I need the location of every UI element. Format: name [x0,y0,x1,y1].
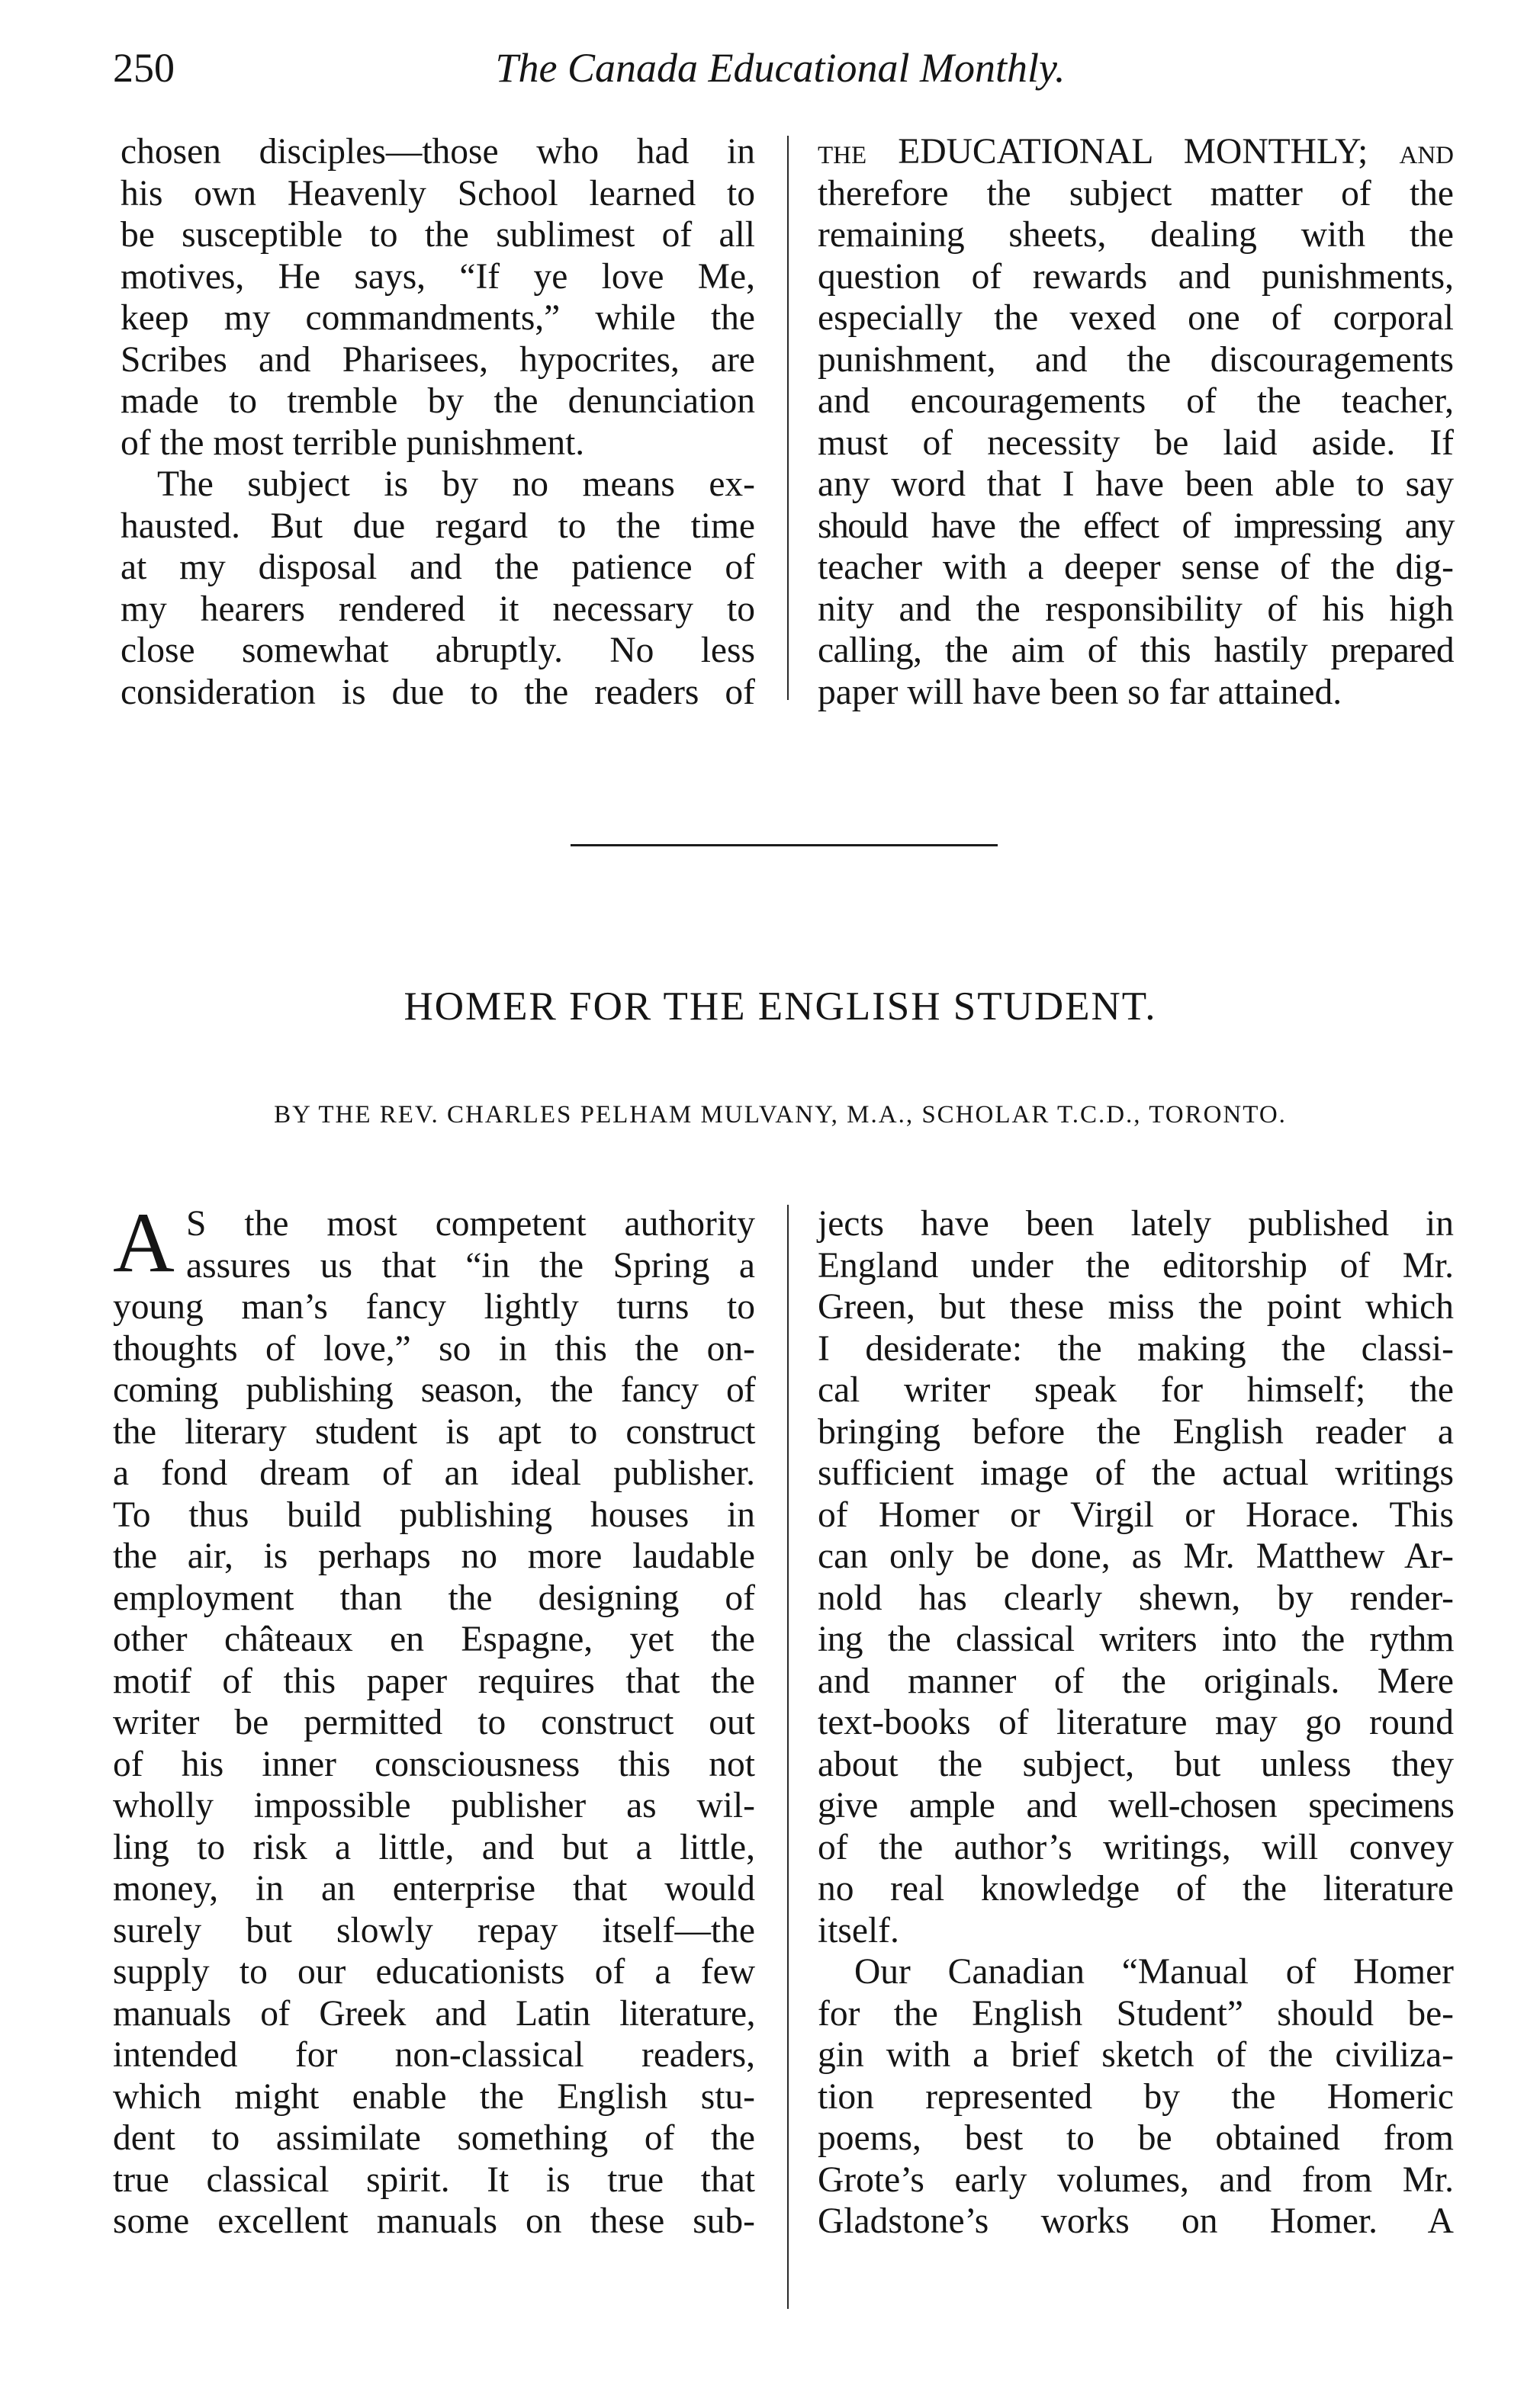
article-right-column [818,1203,1454,2243]
text-line: employment than the designing of [113,1578,755,1618]
paragraph [818,1951,1454,2243]
previous-article-left-column [121,131,755,713]
text-line: England under the editorship of Mr. [818,1245,1454,1286]
text-line: surely but slowly repay itself—the [113,1910,755,1950]
column-divider [787,1205,789,2309]
drop-cap: A [113,1196,175,1290]
text-line: ling to risk a little, and but a little, [113,1827,755,1867]
text-line: therefore the subject matter of the [818,173,1454,214]
text-line: consideration is due to the readers of [121,672,755,712]
text-line: be susceptible to the sublimest of all [121,215,755,255]
text-line: poems, best to be obtained from [818,2118,1454,2158]
text-line: and manner of the originals. Mere [818,1661,1454,1701]
text-line: keep my commandments,” while the [121,298,755,338]
text-line: motives, He says, “If ye love Me, [121,256,755,297]
text-line: calling, the aim of this hastily prepared [818,631,1454,670]
text-line: manuals of Greek and Latin literature, [113,1993,755,2034]
text-line: about the subject, but unless they [818,1744,1454,1784]
text-line: a fond dream of an ideal publisher. [113,1453,755,1493]
text-line: To thus build publishing houses in [113,1495,755,1535]
text-line: some excellent manuals on these sub- [113,2201,755,2241]
paragraph [121,464,755,713]
journal-title: The Canada Educational Monthly. [495,45,1066,91]
text-line: of his inner consciousness this not [113,1744,755,1784]
previous-article-right-column [818,131,1454,713]
text-line: dent to assimilate something of the [113,2118,755,2158]
text-line: Our Canadian “Manual of Homer [854,1952,1454,1992]
text-line: jects have been lately published in [818,1204,1454,1244]
text-line: The subject is by no means ex- [157,464,755,504]
paragraph [121,131,755,464]
text-line: intended for non-classical readers, [113,2035,755,2075]
text-line: my hearers rendered it necessary to [121,589,755,629]
text-line: remaining sheets, dealing with the [818,215,1454,255]
text-line: Grote’s early volumes, and from Mr. [818,2159,1454,2200]
paragraph [113,1196,755,2243]
text-line: at my disposal and the patience of [121,547,755,587]
text-line: and encouragements of the teacher, [818,381,1454,421]
text-line: true classical spirit. It is true that [113,2159,755,2200]
paragraph [818,1203,1454,1951]
text-line: young man’s fancy lightly turns to [113,1287,755,1327]
text-line: motif of this paper requires that the [113,1661,755,1701]
text-line: paper will have been so far attained. [818,672,1342,712]
text-line: other châteaux en Espagne, yet the [113,1620,755,1659]
text-line: the literary student is apt to construct [113,1411,755,1452]
text-line: chosen disciples—those who had in [121,132,755,172]
column-divider [787,136,789,700]
text-line: nity and the responsibility of his high [818,589,1454,629]
text-line: Scribes and Pharisees, hypocrites, are [121,339,755,380]
text-line: of the most terrible punishment. [121,422,585,463]
article-left-column [113,1196,755,2243]
text-line: wholly impossible publisher as wil- [113,1786,755,1825]
text-line: any word that I have been able to say [818,464,1454,504]
text-line: tion represented by the Homeric [818,2076,1454,2117]
text-line: the EDUCATIONAL MONTHLY; and [818,132,1454,172]
text-line: must of necessity be laid aside. If [818,422,1454,463]
text-line: thoughts of love,” so in this the on- [113,1328,755,1369]
text-line: made to tremble by the denunciation [121,381,755,421]
text-line: should have the effect of impressing any [818,506,1454,546]
text-line: the air, is perhaps no more laudable [113,1536,755,1576]
text-line: ing the classical writers into the rythm [818,1620,1454,1659]
text-line: nold has clearly shewn, by render- [818,1578,1454,1618]
text-line: text-books of literature may go round [818,1703,1454,1742]
text-line: itself. [818,1910,899,1950]
text-line: can only be done, as Mr. Matthew Ar- [818,1536,1454,1576]
text-line: punishment, and the discouragements [818,339,1454,380]
text-line: his own Heavenly School learned to [121,173,755,214]
page-number: 250 [113,45,175,91]
section-divider [571,844,998,846]
text-line: cal writer speak for himself; the [818,1370,1454,1410]
text-line: Gladstone’s works on Homer. A [818,2201,1454,2241]
running-head [113,44,1448,98]
paragraph [818,131,1454,713]
text-line: assures us that “in the Spring a [186,1245,755,1286]
text-line: no real knowledge of the literature [818,1869,1454,1909]
text-line: teacher with a deeper sense of the dig- [818,547,1454,587]
text-line: gin with a brief sketch of the civiliza- [818,2035,1454,2075]
text-line: bringing before the English reader a [818,1411,1454,1452]
text-line: Green, but these miss the point which [818,1287,1454,1327]
text-line: hausted. But due regard to the time [121,506,755,546]
text-line: money, in an enterprise that would [113,1869,755,1909]
text-line: close somewhat abruptly. No less [121,631,755,670]
text-line: of the author’s writings, will convey [818,1827,1454,1867]
text-line: coming publishing season, the fancy of [113,1370,755,1410]
article-title: HOMER FOR THE ENGLISH STUDENT. [403,984,1157,1029]
text-line: especially the vexed one of corporal [818,298,1454,338]
text-line: sufficient image of the actual writings [818,1453,1454,1493]
text-line: which might enable the English stu- [113,2076,755,2117]
text-line: supply to our educationists of a few [113,1952,755,1992]
text-line: S the most competent authority [186,1204,755,1244]
text-line: give ample and well-chosen specimens [818,1786,1454,1825]
text-line: for the English Student” should be- [818,1993,1454,2034]
article-byline: BY THE REV. CHARLES PELHAM MULVANY, M.A., SCHOLAR T.C.D., TORONTO. [274,1101,1287,1129]
text-line: question of rewards and punishments, [818,256,1454,297]
text-line: I desiderate: the making the classi- [818,1328,1454,1369]
text-line: of Homer or Virgil or Horace. This [818,1495,1454,1535]
text-line: writer be permitted to construct out [113,1703,755,1742]
